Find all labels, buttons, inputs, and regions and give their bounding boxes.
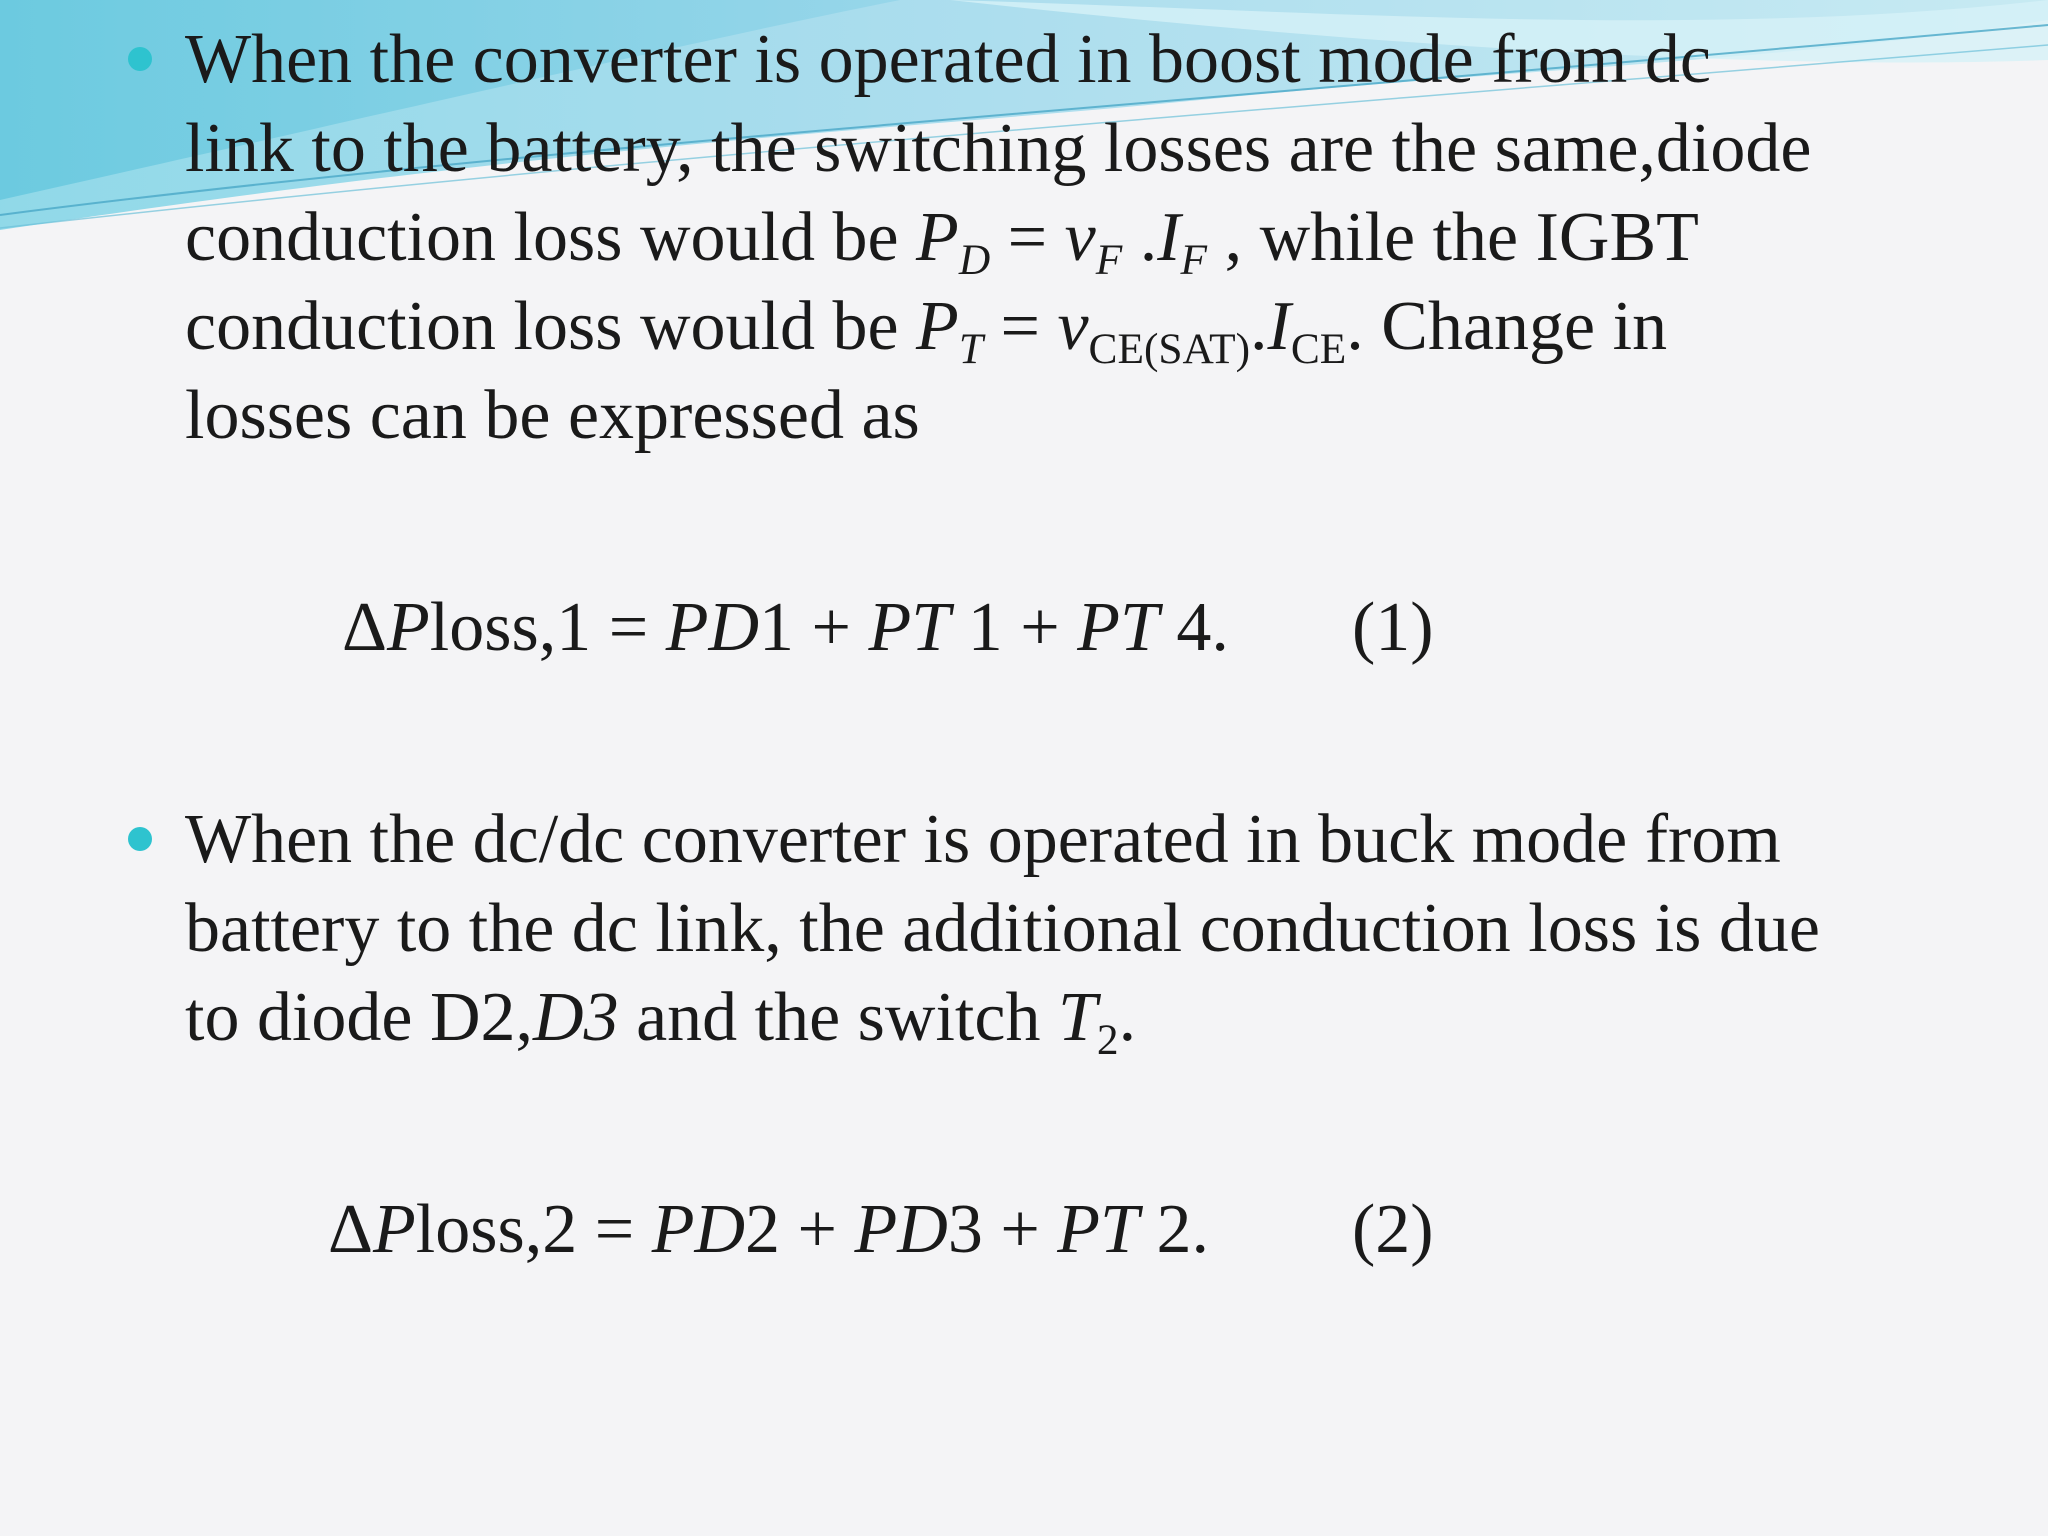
pd-symbol: P <box>916 199 959 276</box>
eq1-pt1: PT <box>868 589 951 666</box>
eq2-loss: loss, <box>415 1191 543 1268</box>
eq1-index: 1 <box>556 589 592 666</box>
b1-dot: . <box>1122 199 1158 276</box>
eq2-delta: Δ <box>328 1191 374 1268</box>
eq2-pd3: PD <box>854 1191 948 1268</box>
eq2-p: P <box>373 1191 416 1268</box>
b2-line3-tail: . <box>1118 979 1137 1056</box>
b2-line3-mid: and the switch <box>618 979 1058 1056</box>
equation-2 <box>328 1190 1209 1270</box>
eq1-plus1: + <box>794 589 869 666</box>
eq2-pd2: PD <box>651 1191 746 1268</box>
eq2-pt2-n: 2. <box>1139 1191 1209 1268</box>
b1-eq-sign-2: = <box>982 288 1058 365</box>
b1-line4-tail: . Change in <box>1346 288 1668 365</box>
ice-subscript: CE <box>1290 324 1347 373</box>
eq1-pt4-n: 4. <box>1158 589 1229 666</box>
eq1-plus2: + <box>1002 589 1078 666</box>
vce-subscript: CE(SAT) <box>1088 324 1251 373</box>
eq2-pd2-n: 2 <box>745 1191 781 1268</box>
eq1-pd-n: 1 <box>759 589 795 666</box>
bullet-marker-1 <box>128 47 152 71</box>
eq1-p: P <box>387 589 430 666</box>
ice-symbol: I <box>1267 288 1291 365</box>
eq2-equals: = <box>577 1191 652 1268</box>
b1-dot-2: . <box>1250 288 1268 365</box>
bullet-paragraph-2 <box>185 795 1965 1062</box>
t-symbol: T <box>1057 979 1097 1056</box>
vf-subscript: F <box>1095 235 1123 284</box>
eq2-plus1: + <box>780 1191 855 1268</box>
pt-symbol: P <box>916 288 959 365</box>
eq2-index: 2 <box>542 1191 578 1268</box>
b1-line4-text: conduction loss would be <box>185 288 917 365</box>
vf-symbol: v <box>1064 199 1096 276</box>
pd-subscript: D <box>958 235 991 284</box>
b1-line3-text: conduction loss would be <box>185 199 917 276</box>
b2-line3-text: to diode D2, <box>185 979 534 1056</box>
t-subscript: 2 <box>1096 1015 1119 1064</box>
eq2-plus2: + <box>982 1191 1058 1268</box>
b1-line2: link to the battery, the switching losses are the same,diode <box>185 110 1812 187</box>
b1-eq-sign: = <box>990 199 1065 276</box>
eq1-equals: = <box>591 589 666 666</box>
vce-symbol: v <box>1057 288 1089 365</box>
eq1-loss: loss, <box>429 589 557 666</box>
eq1-pt4: PT <box>1077 589 1159 666</box>
b1-line5: losses can be expressed as <box>185 377 920 454</box>
eq2-pt2: PT <box>1057 1191 1139 1268</box>
if-subscript: F <box>1180 235 1208 284</box>
equation-2-number: (2) <box>1352 1191 1434 1268</box>
b2-line2: battery to the dc link, the additional conduction loss is due <box>185 890 1820 967</box>
if-symbol: I <box>1157 199 1181 276</box>
bullet-paragraph-1 <box>185 15 1965 460</box>
b2-line1: When the dc/dc converter is operated in buck mode from <box>185 801 1781 878</box>
b1-line1: When the converter is operated in boost mode from dc <box>185 21 1711 98</box>
equation-1 <box>342 588 1229 668</box>
pt-subscript: T <box>958 324 983 373</box>
d3-symbol: D3 <box>533 979 619 1056</box>
eq1-delta: Δ <box>342 589 388 666</box>
eq1-pd: PD <box>665 589 760 666</box>
eq2-pd3-n: 3 <box>947 1191 983 1268</box>
equation-1-number: (1) <box>1352 589 1434 666</box>
bullet-marker-2 <box>128 827 152 851</box>
eq1-pt1-n: 1 <box>950 589 1003 666</box>
b1-line3-tail: , while the IGBT <box>1207 199 1699 276</box>
